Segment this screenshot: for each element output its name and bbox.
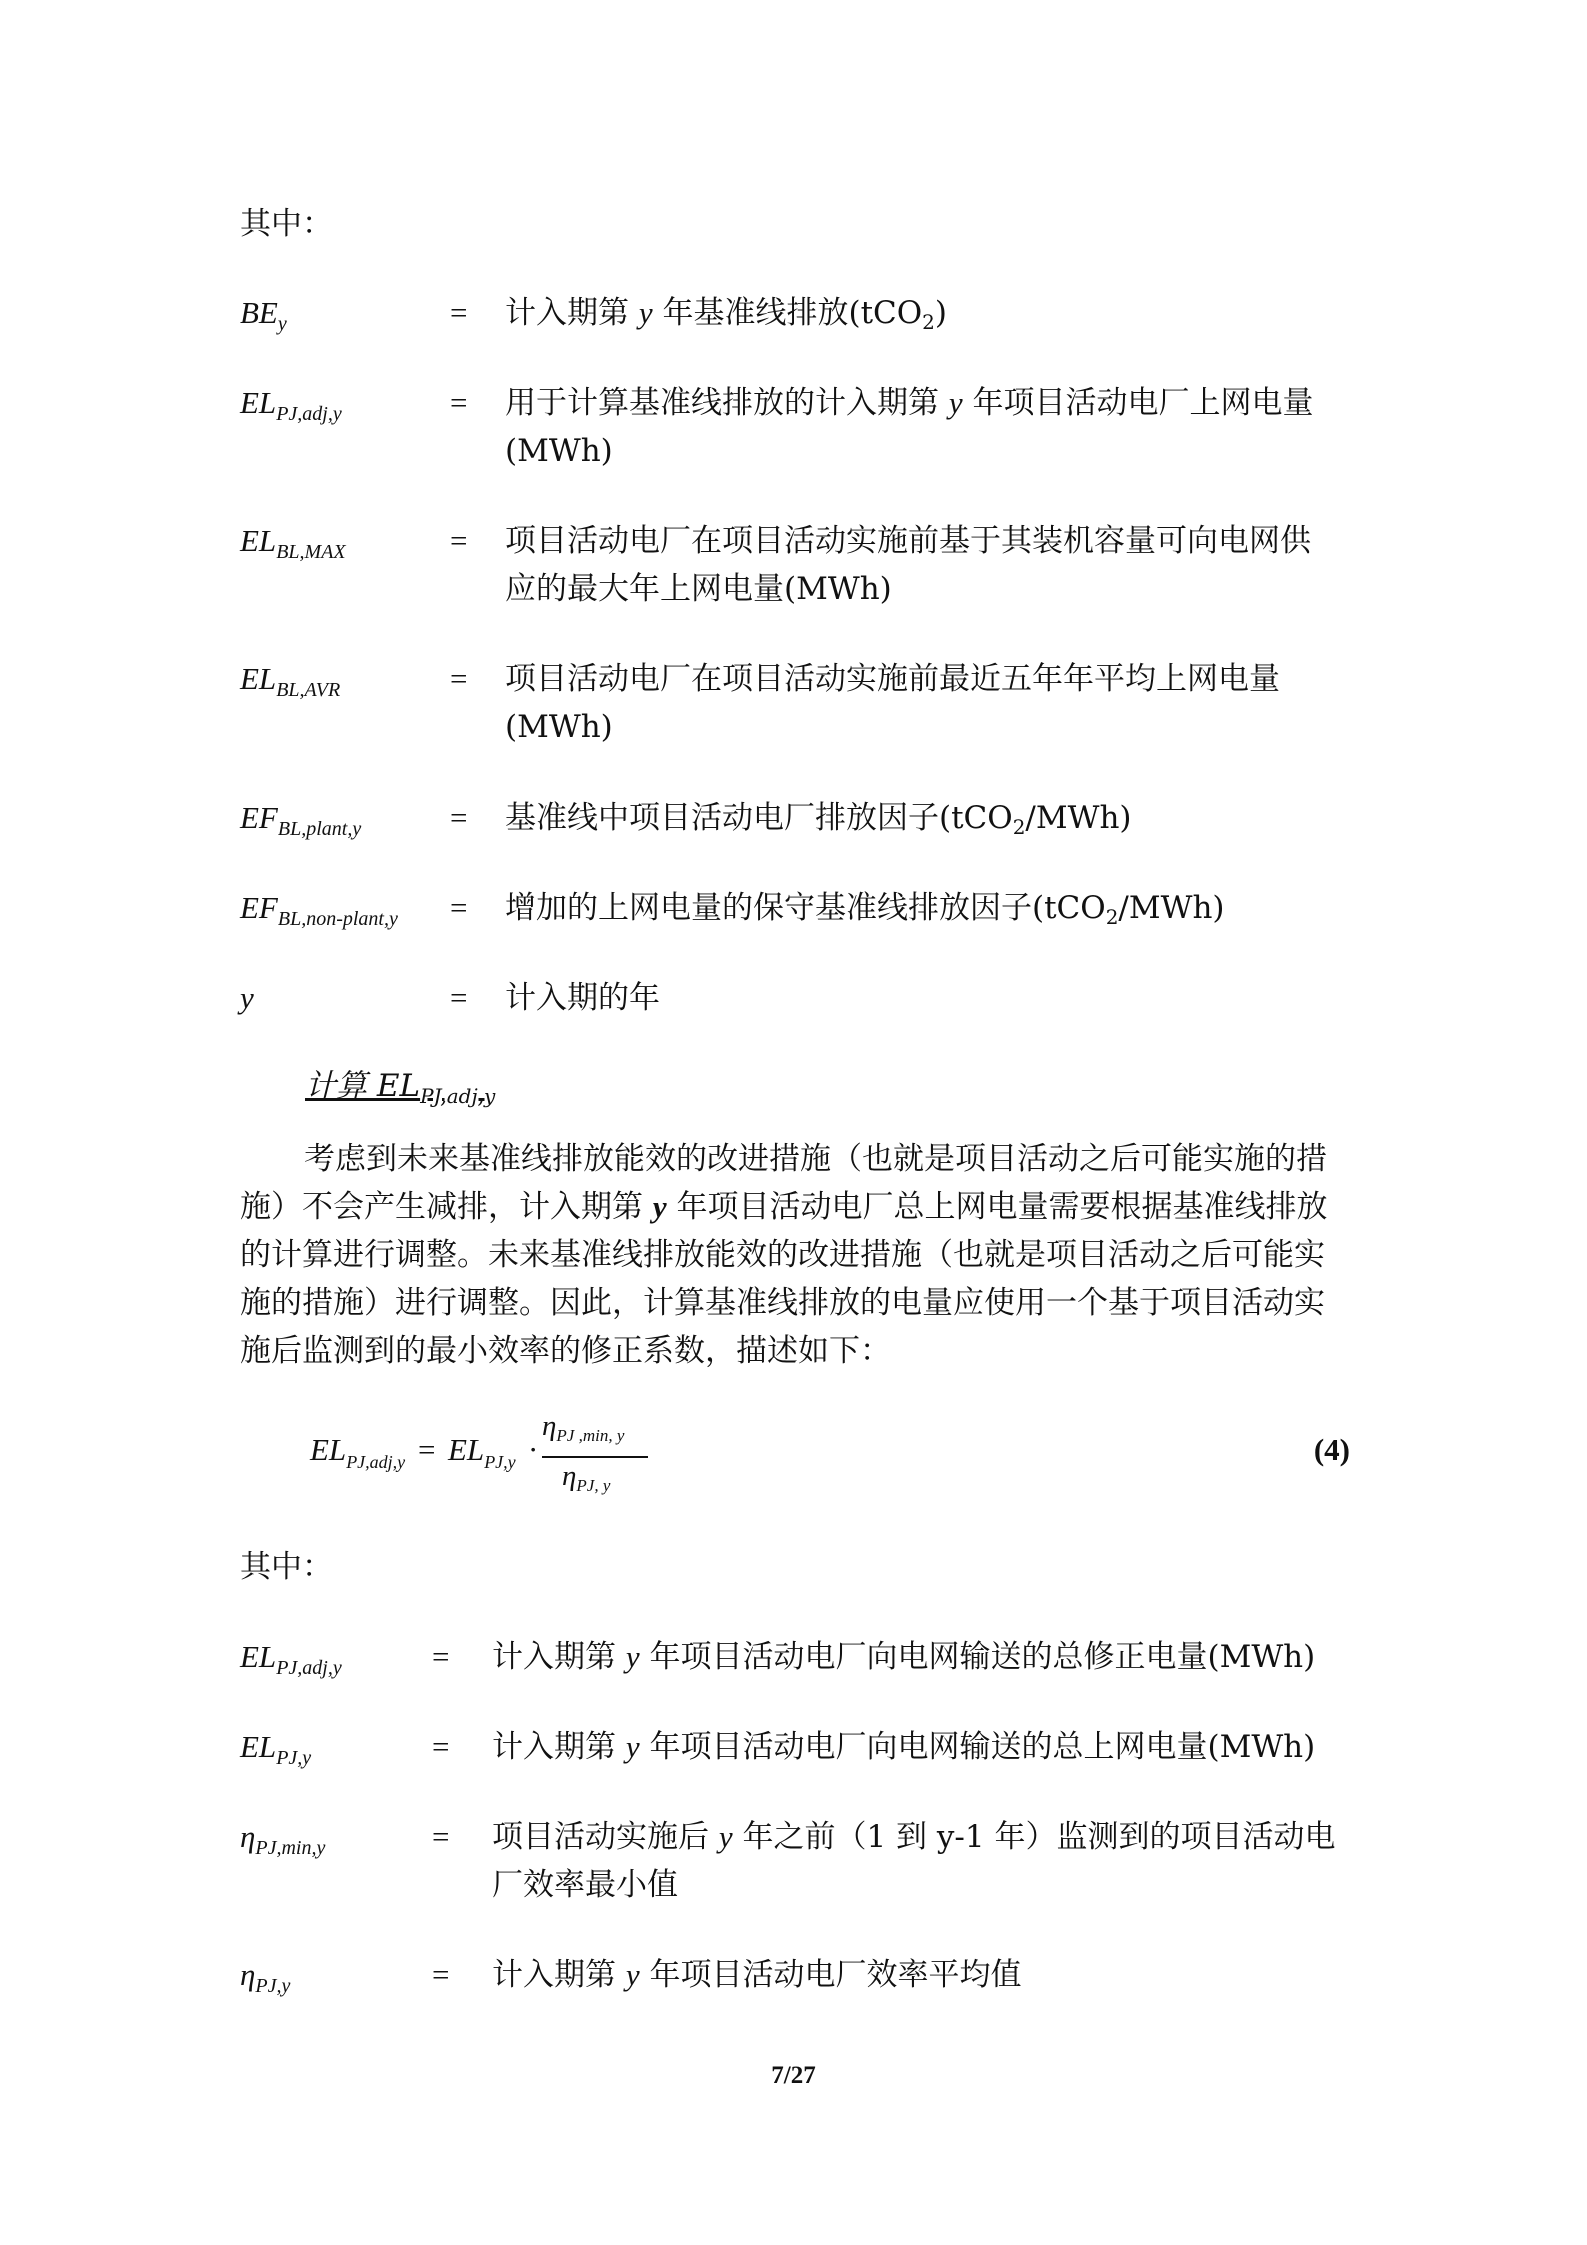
symbol: $\eta_{PJ,y}$ (240, 1957, 291, 1997)
definition-text: 项目活动电厂在项目活动实施前基于其装机容量可向电网供 应的最大年上网电量(MWh) (505, 523, 1311, 607)
formula-equals: = (418, 1432, 436, 1467)
symbol: $EL_{BL,MAX}$ (240, 523, 346, 563)
symbol: $EF_{BL,plant,y}$ (240, 800, 362, 840)
fraction-bar (542, 1456, 648, 1458)
fraction-numerator: $\eta_{PJ ,min, y}$ (542, 1410, 625, 1445)
equals-sign: = (432, 1819, 450, 1854)
definition-text: 计入期第 y 年基准线排放(tCO$_2$) (505, 295, 948, 334)
equals-sign: = (450, 661, 468, 696)
paragraph-line: 施后监测到的最小效率的修正系数，描述如下： (240, 1333, 891, 1369)
section-heading: 计算 $EL_{PJ,adj,y}$ (305, 1068, 496, 1108)
definition-text: 增加的上网电量的保守基准线排放因子(tCO$_2$/MWh) (505, 890, 1225, 929)
equals-sign: = (432, 1957, 450, 1992)
symbol: $EL_{PJ,y}$ (240, 1729, 312, 1769)
paragraph-line: 施的措施）进行调整。因此，计算基准线排放的电量应使用一个基于项目活动实 (240, 1285, 1325, 1321)
symbol: y (240, 980, 254, 1015)
definition-text: 计入期第 y 年项目活动电厂向电网输送的总上网电量(MWh) (492, 1729, 1316, 1765)
formula-rhs: $EL_{PJ,y}$ (448, 1432, 516, 1472)
definition-text: 计入期第 y 年项目活动电厂效率平均值 (492, 1957, 1022, 1993)
equals-sign: = (432, 1639, 450, 1674)
equals-sign: = (450, 890, 468, 925)
equals-sign: = (450, 385, 468, 420)
definition-text: 项目活动电厂在项目活动实施前最近五年年平均上网电量 (MWh) (505, 661, 1280, 745)
formula-dot: · (528, 1432, 539, 1467)
equals-sign: = (432, 1729, 450, 1764)
definition-text: 计入期的年 (505, 980, 660, 1016)
equals-sign: = (450, 295, 468, 330)
symbol: $EF_{BL,non-plant,y}$ (240, 890, 398, 930)
where-label: 其中： (240, 1549, 333, 1585)
equals-sign: = (450, 523, 468, 558)
definition-text: 基准线中项目活动电厂排放因子(tCO$_2$/MWh) (505, 800, 1132, 839)
where-label: 其中： (240, 206, 333, 242)
paragraph-line: 的计算进行调整。未来基准线排放能效的改进措施（也就是项目活动之后可能实 (240, 1237, 1325, 1273)
paragraph-line: 施）不会产生减排，计入期第 y 年项目活动电厂总上网电量需要根据基准线排放 (240, 1189, 1328, 1225)
equals-sign: = (450, 980, 468, 1015)
paragraph-line: 考虑到未来基准线排放能效的改进措施（也就是项目活动之后可能实施的措 (304, 1141, 1327, 1177)
symbol: $EL_{BL,AVR}$ (240, 661, 341, 701)
equation-number: (4) (1313, 1432, 1350, 1467)
formula-lhs: $EL_{PJ,adj,y}$ (310, 1432, 406, 1472)
equation (310, 1410, 1350, 1520)
equals-sign: = (450, 800, 468, 835)
definition-text: 计入期第 y 年项目活动电厂向电网输送的总修正电量(MWh) (492, 1639, 1316, 1675)
symbol: $EL_{PJ,adj,y}$ (240, 1639, 342, 1679)
definition-text: 项目活动实施后 y 年之前（1 到 y-1 年）监测到的项目活动电 厂效率最小值 (492, 1819, 1336, 1903)
definition-text: 用于计算基准线排放的计入期第 y 年项目活动电厂上网电量 (MWh) (505, 385, 1314, 469)
symbol: $\eta_{PJ,min,y}$ (240, 1819, 326, 1859)
fraction-denominator: $\eta_{PJ, y}$ (562, 1460, 611, 1495)
body-paragraph (240, 1135, 1360, 1375)
symbol: $BE_y$ (240, 295, 287, 335)
symbol: $EL_{PJ,adj,y}$ (240, 385, 342, 425)
page-number: 7/27 (771, 2062, 816, 2089)
